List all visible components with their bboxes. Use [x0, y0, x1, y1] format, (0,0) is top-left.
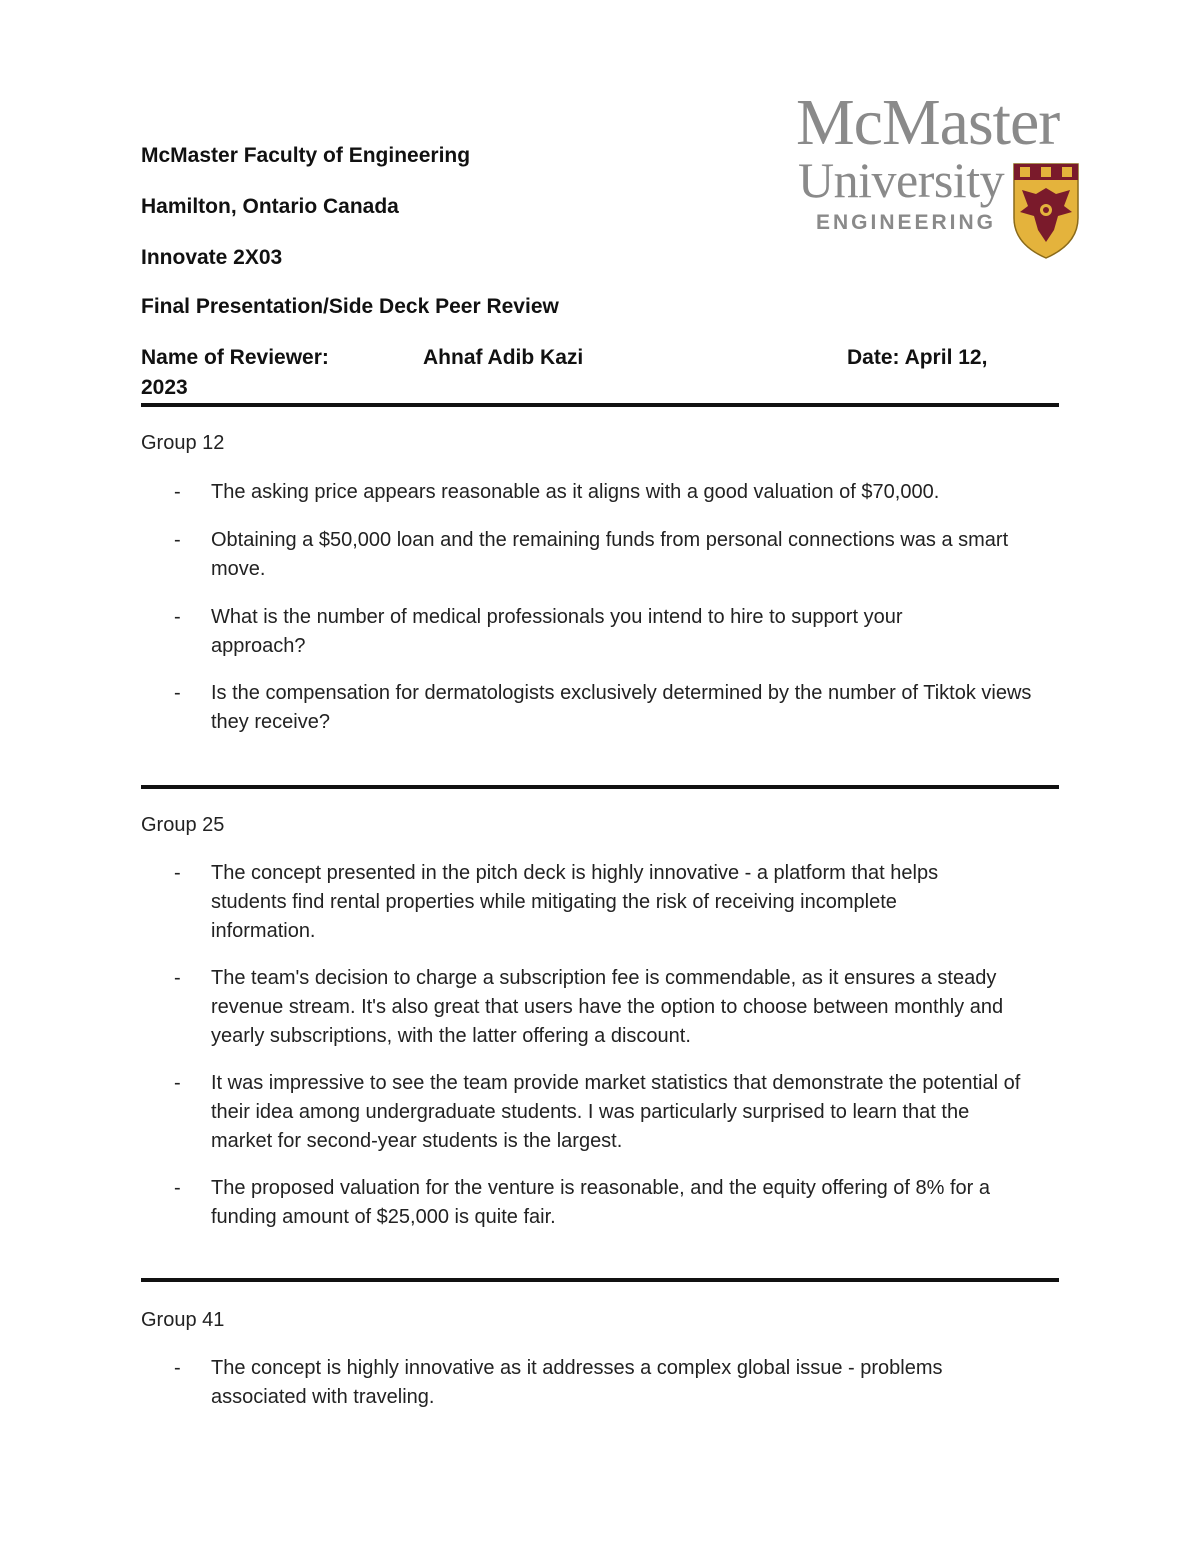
logo-wordmark-engineering: ENGINEERING — [816, 211, 997, 234]
list-item-text: The team's decision to charge a subscription fee is commendable, as it ensures a steady revenue stream. It's also great that users have the option to choose between monthly and yearly subscriptions, with the latter offering a discount. — [211, 967, 1004, 1047]
list-item-text: Obtaining a $50,000 loan and the remaining funds from personal connections was a smart move. — [211, 529, 1009, 580]
faculty-heading: McMaster Faculty of Engineering — [141, 144, 471, 167]
reviewer-name: Ahnaf Adib Kazi — [423, 346, 584, 369]
bullet-dash: - — [174, 529, 181, 551]
list-item — [141, 859, 1061, 946]
list-item — [141, 679, 1061, 737]
list-item — [141, 526, 1061, 584]
bullet-dash: - — [174, 1072, 181, 1094]
logo-wordmark-university: University — [798, 152, 1005, 208]
list-item-text: The concept presented in the pitch deck is highly innovative - a platform that helps students find rental properties while mitigating the risk of receiving incomplete information. — [211, 862, 939, 942]
bullet-dash: - — [174, 967, 181, 989]
bullet-dash: - — [174, 682, 181, 704]
list-item — [141, 964, 1061, 1051]
list-item-text: What is the number of medical professionals you intend to hire to support your approach? — [211, 606, 903, 657]
reviewer-label: Name of Reviewer: — [141, 346, 329, 369]
bullet-dash: - — [174, 1357, 181, 1379]
list-item — [141, 1174, 1061, 1232]
list-item-text: Is the compensation for dermatologists exclusively determined by the number of Tiktok views they receive? — [211, 682, 1032, 733]
bullet-dash: - — [174, 1177, 181, 1199]
document-title: Final Presentation/Side Deck Peer Review — [141, 295, 559, 318]
list-item-text: It was impressive to see the team provide market statistics that demonstrate the potential of their idea among undergraduate students. I was particularly surprised to learn that the market for second-year students is the largest. — [211, 1072, 1021, 1152]
list-item — [141, 478, 1061, 507]
bullet-dash: - — [174, 481, 181, 503]
list-item-text: The concept is highly innovative as it addresses a complex global issue - problems associated with traveling. — [211, 1357, 943, 1408]
group-41-title: Group 41 — [141, 1309, 225, 1331]
date-label: Date: April 12, — [847, 346, 988, 369]
group-25-title: Group 25 — [141, 814, 225, 836]
group-12-title: Group 12 — [141, 432, 225, 454]
bullet-dash: - — [174, 862, 181, 884]
course-heading: Innovate 2X03 — [141, 246, 283, 269]
bullet-dash: - — [174, 606, 181, 628]
logo-wordmark-mcmaster: McMaster — [796, 86, 1060, 159]
section-divider — [141, 785, 1059, 789]
crest-shield-icon — [1012, 160, 1080, 260]
list-item — [141, 1354, 1061, 1412]
location-heading: Hamilton, Ontario Canada — [141, 195, 399, 218]
date-year: 2023 — [141, 376, 188, 399]
header-divider — [141, 403, 1059, 407]
mcmaster-engineering-logo — [790, 88, 1100, 268]
list-item-text: The asking price appears reasonable as it aligns with a good valuation of $70,000. — [211, 481, 940, 503]
list-item-text: The proposed valuation for the venture is reasonable, and the equity offering of 8% for a funding amount of $25,000 is quite fair. — [211, 1177, 991, 1228]
list-item — [141, 1069, 1061, 1156]
section-divider — [141, 1278, 1059, 1282]
list-item — [141, 603, 1061, 661]
